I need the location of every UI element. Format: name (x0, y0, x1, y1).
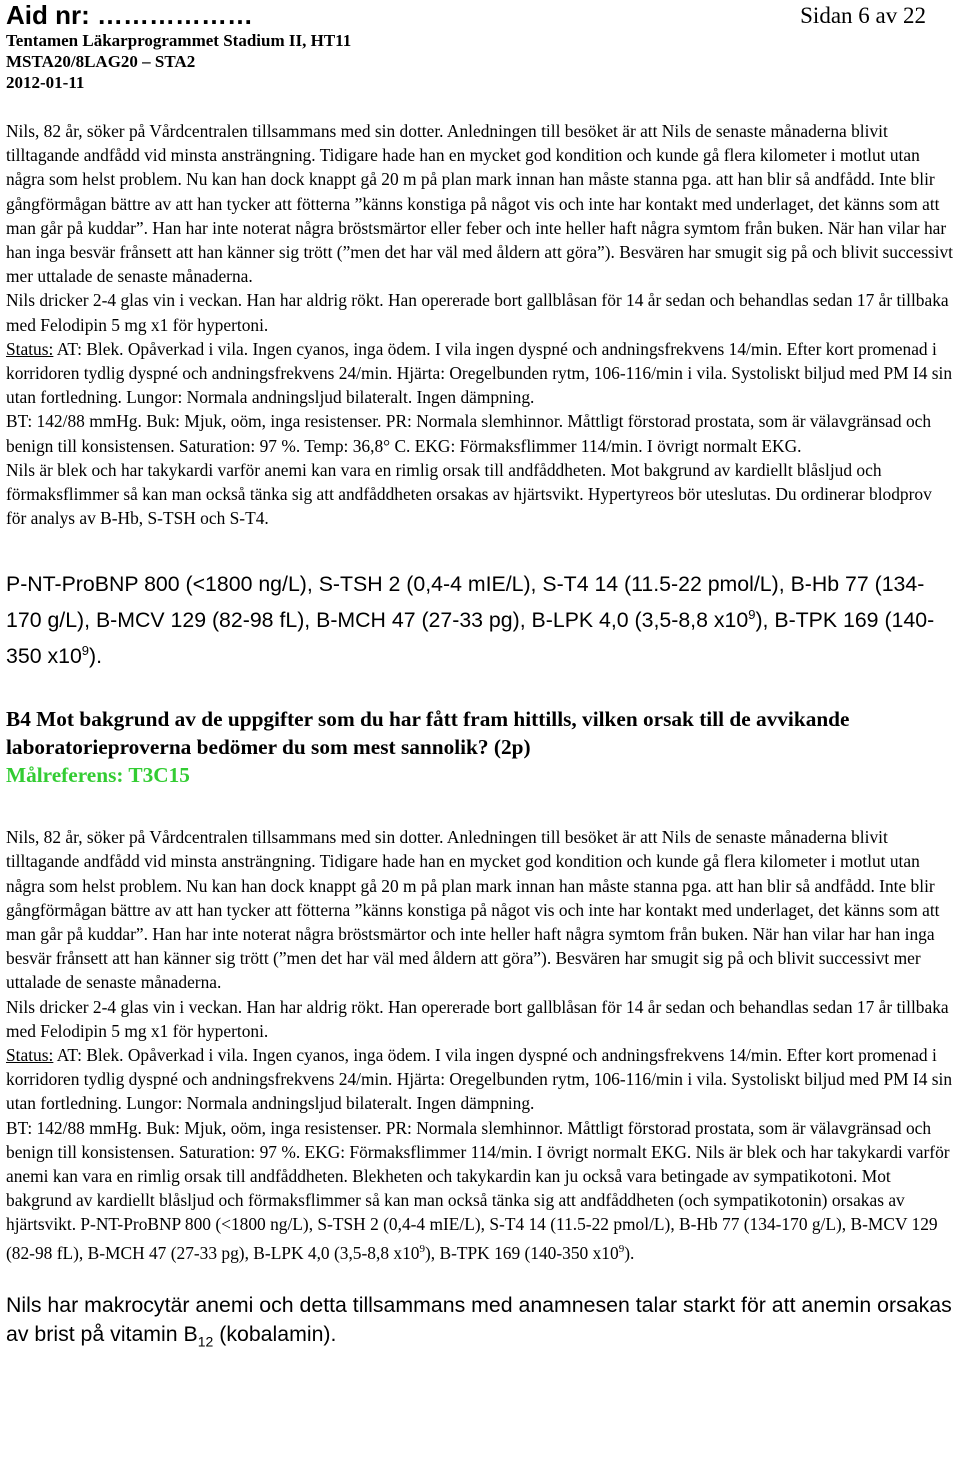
case-findings: BT: 142/88 mmHg. Buk: Mjuk, oöm, inga resistenser. PR: Normala slemhinnor. Måttligt förstorad prostata, som är välavgränsad och benign till konsistensen. Saturation: 97 %. Temp: 36,8° C. EKG: Förmaksflimmer 114/min. I övrigt normalt EKG. (6, 411, 932, 456)
course-code: MSTA20/8LAG20 – STA2 (6, 52, 196, 71)
goal-reference: Målreferens: T3C15 (6, 763, 190, 788)
answer-findings (6, 1116, 954, 1265)
exam-date: 2012-01-11 (6, 73, 85, 92)
status-text: AT: Blek. Opåverkad i vila. Ingen cyanos, inga ödem. I vila ingen dyspné och andningsfrekvens 14/min. Efter kort promenad i korridoren tydlig dyspné och andningsfrekvens 24/min. Hjärta: Oregelbunden rytm, 106-116/min i vila. Systoliskt biljud med PM I4 sin utan fortledning. Lungor: Normala andningsljud bilateralt. Ingen dämpning. (6, 338, 953, 408)
case-status (6, 337, 954, 410)
answer-history: Nils, 82 år, söker på Vårdcentralen tillsammans med sin dotter. Anledningen till besöket är att Nils de senaste månaderna blivit tilltagande andfådd vid minsta ansträngning. Tidigare hade han en mycket god kondition och kunde gå flera kilometer i motlut utan några som helst problem. Nu kan han dock knappt gå 20 m på plan mark innan han måste stanna pga. att han blir så andfådd. Inte blir gångförmågan bättre av att han tycker att fötterna ”känns konstiga på något vis och inte har kontakt med underlaget, det känns som att man går på kuddar”. Han har inte noterat några bröstsmärtor och inte heller haft några symtom från buken. När han vilar har han inga besvär frånsett att han känner sig trött (”men det har väl med åldern att göra”). Besvären har smugit sig på och blivit successivt mer uttalade de senaste månaderna. (6, 827, 940, 993)
vitamin-subscript: 12 (197, 1332, 214, 1349)
case-habits: Nils dricker 2-4 glas vin i veckan. Han har aldrig rökt. Han opererade bort gallblåsan för 14 år sedan och behandlas sedan 17 år tillbaka med Felodipin 5 mg x1 för hypertoni. (6, 290, 949, 335)
answer-status (6, 1043, 954, 1116)
answer-text: Nils har makrocytär anemi och detta tillsammans med anamnesen talar starkt för att anemin orsakas av brist på vitamin B (6, 1292, 952, 1346)
answer-findings-part3: ). (624, 1242, 635, 1263)
page-number: Sidan 6 av 22 (800, 3, 926, 28)
lab-exponent: 9 (618, 1242, 625, 1255)
answer-tail: (kobalamin). (213, 1321, 337, 1346)
lab-results-part1: P-NT-ProBNP 800 (<1800 ng/L), S-TSH 2 (0,4-4 mIE/L), S-T4 14 (11.5-22 pmol/L), B-Hb 77 (134-170 g/L), B-MCV 129 (82-98 fL), B-MCH 47 (27-33 pg), B-LPK 4,0 (3,5-8,8 x10 (6, 572, 925, 633)
case-assessment: Nils är blek och har takykardi varför anemi kan vara en rimlig orsak till andfåddheten. Mot bakgrund av kardiellt blåsljud och förmaksflimmer så kan man också tänka sig att andfåddheten orsakas av hjärtsvikt. Hypertyreos bör uteslutas. Du ordinerar blodprov för analys av B-Hb, S-TSH och S-T4. (6, 459, 932, 529)
status-text: AT: Blek. Opåverkad i vila. Ingen cyanos, inga ödem. I vila ingen dyspné och andningsfrekvens 14/min. Efter kort promenad i korridoren tydlig dyspné och andningsfrekvens 24/min. Hjärta: Oregelbunden rytm, 106-116/min i vila. Systoliskt biljud med PM I4 sin utan fortledning. Lungor: Normala andningsljud bilateralt. Ingen dämpning. (6, 1044, 953, 1114)
answer-findings-part1: BT: 142/88 mmHg. Buk: Mjuk, oöm, inga resistenser. PR: Normala slemhinnor. Måttligt förstorad prostata, som är välavgränsad och benign till konsistensen. Saturation: 97 %. EKG: Förmaksflimmer 114/min. I övrigt normalt EKG. Nils är blek och har takykardi varför anemi kan vara en rimlig orsak till andfåddheten. Blekheten och takykardin kan ju också vara betingade av sympatikotoni. Mot bakgrund av kardiellt blåsljud och förmaksflimmer så kan man också tänka sig att andfåddheten (och sympatikotonin) orsakas av hjärtsvikt. P-NT-ProBNP 800 (<1800 ng/L), S-TSH 2 (0,4-4 mIE/L), S-T4 14 (11.5-22 pmol/L), B-Hb 77 (134-170 g/L), B-MCV 129 (82-98 fL), B-MCH 47 (27-33 pg), B-LPK 4,0 (3,5-8,8 x10 (6, 1117, 950, 1263)
aid-number: Aid nr: ……………… (6, 0, 253, 30)
case-description (6, 119, 954, 530)
answer-case (6, 825, 954, 1264)
lab-results-part3: ). (89, 643, 103, 668)
lab-results (6, 570, 954, 671)
answer-findings-part2: ), B-TPK 169 (140-350 x10 (424, 1242, 619, 1263)
answer-habits: Nils dricker 2-4 glas vin i veckan. Han har aldrig rökt. Han opererade bort gallblåsan för 14 år sedan och behandlas sedan 17 år tillbaka med Felodipin 5 mg x1 för hypertoni. (6, 996, 949, 1041)
lab-exponent: 9 (748, 606, 756, 622)
lab-results-part2: ), B-TPK 169 (140-350 x10 (6, 608, 935, 668)
lab-exponent: 9 (419, 1242, 425, 1255)
status-label: Status: (6, 338, 54, 359)
case-history: Nils, 82 år, söker på Vårdcentralen tillsammans med sin dotter. Anledningen till besöket är att Nils de senaste månaderna blivit tilltagande andfådd vid minsta ansträngning. Tidigare hade han en mycket god kondition och kunde gå flera kilometer i motlut utan några som helst problem. Nu kan han dock knappt gå 20 m på plan mark innan han måste stanna pga. att han blir så andfådd. Inte blir gångförmågan bättre av att han tycker att fötterna ”känns konstiga på något vis och inte har kontakt med underlaget, det känns som att man går på kuddar”. Han har inte noterat några bröstsmärtor eller feber och inte heller haft några symtom från buken. När han vilar har han inga besvär frånsett att han känner sig trött (”men det har väl med åldern att göra”). Besvären har smugit sig på och blivit successivt mer uttalade de senaste månaderna. (6, 121, 953, 287)
question-text: B4 Mot bakgrund av de uppgifter som du har fått fram hittills, vilken orsak till de avvikande laboratorieproverna bedömer du som mest sannolik? (2p) (6, 707, 850, 760)
status-label: Status: (6, 1044, 54, 1065)
answer-conclusion (6, 1291, 954, 1356)
question-b4 (6, 705, 954, 789)
lab-exponent: 9 (81, 642, 90, 658)
page-header (6, 0, 954, 30)
exam-title: Tentamen Läkarprogrammet Stadium II, HT11 (6, 31, 352, 50)
document-page (6, 0, 954, 1356)
